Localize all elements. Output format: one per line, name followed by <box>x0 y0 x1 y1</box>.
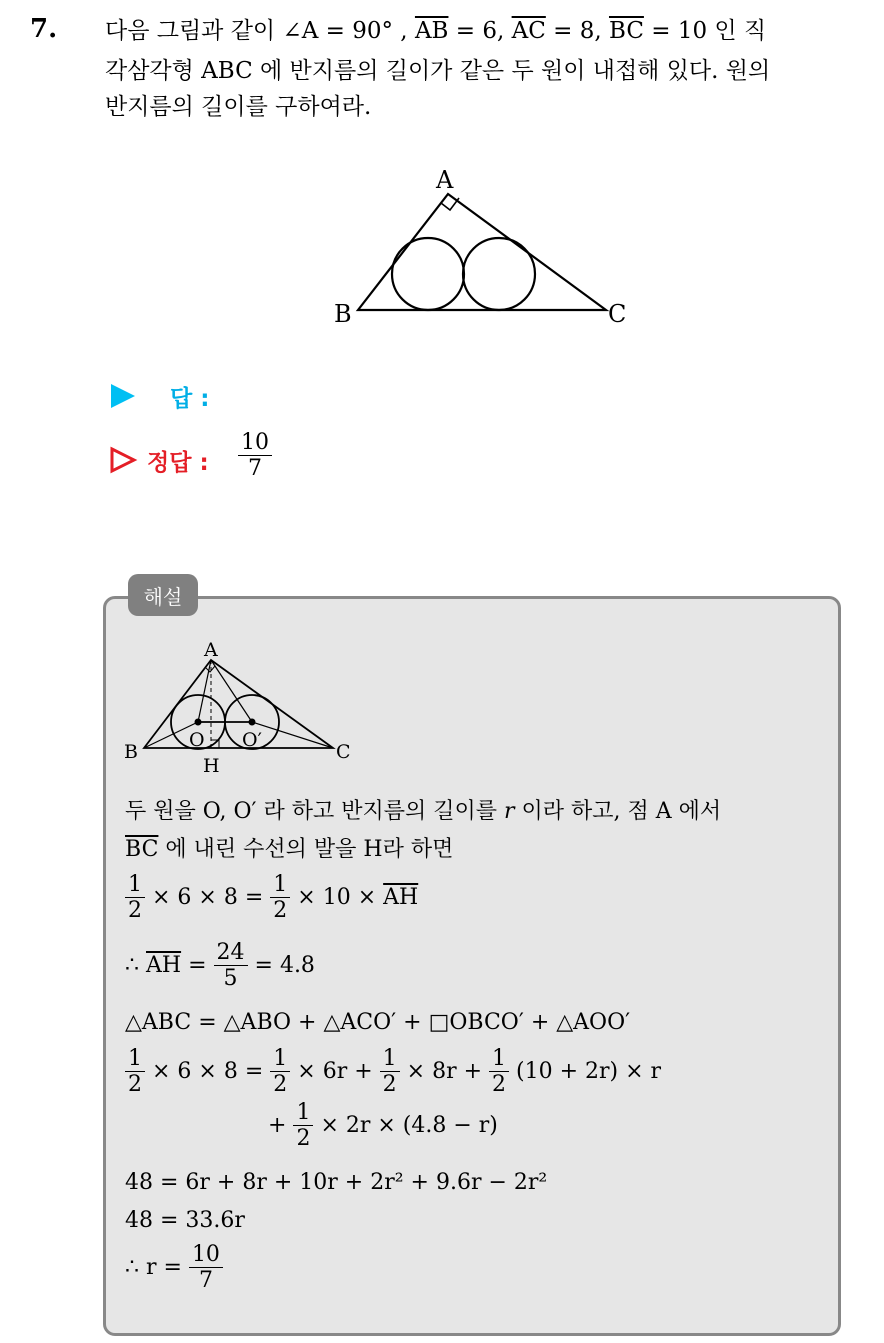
eq1-frac2-num: 1 <box>270 872 290 898</box>
solution-tab: 해설 <box>128 574 198 616</box>
sol-label-a: A <box>204 639 218 661</box>
eq4-b-num: 1 <box>270 1046 290 1072</box>
triangle-abc <box>358 194 606 310</box>
eq1-frac2-den: 2 <box>273 898 288 924</box>
sol-label-o2: O′ <box>242 729 262 751</box>
answer-play-icon <box>108 380 138 412</box>
answer-label: 답 : <box>170 386 210 412</box>
q1-text-d: = 10 인 직 <box>643 18 767 44</box>
triangle-figure <box>330 160 640 335</box>
sol-text-line-1 <box>125 794 721 825</box>
eq8-text: ∴ r = <box>125 1254 182 1280</box>
sol-point-o <box>195 719 202 726</box>
sol-label-o: O <box>189 729 205 751</box>
problem-line-2: 각삼각형 ABC 에 반지름의 길이가 같은 두 원이 내접해 있다. 원의 <box>105 58 771 84</box>
eq4-a-num: 1 <box>125 1046 145 1072</box>
eq5-den: 2 <box>296 1126 311 1152</box>
eq2-segment-ah: $\overline{AH}$ <box>146 952 182 978</box>
eq1-mid: × 6 × 8 = <box>152 884 264 910</box>
sol-eq-8 <box>125 1242 223 1294</box>
eq4-d-text: (10 + 2r) × r <box>516 1058 662 1084</box>
eq1-frac1-num: 1 <box>125 872 145 898</box>
eq2-den: 5 <box>223 966 238 992</box>
sol-segment-co2 <box>252 722 333 748</box>
eq8-den: 7 <box>198 1268 213 1294</box>
sol-label-b: B <box>124 741 138 763</box>
sol-eq-5 <box>268 1100 498 1152</box>
sol-label-c: C <box>336 741 351 763</box>
sol-eq-3: △ABC = △ABO + △ACO′ + □OBCO′ + △AOO′ <box>125 1010 631 1035</box>
eq4-d-den: 2 <box>492 1072 507 1098</box>
correct-answer-label: 정답 : <box>147 450 209 476</box>
label-b: B <box>334 300 352 328</box>
segment-ac: $\overline{AC}$ <box>511 18 546 44</box>
segment-bc: $\overline{BC}$ <box>608 18 644 44</box>
problem-number: 7. <box>30 14 58 44</box>
q1-text-a: 다음 그림과 같이 ∠A = 90° , <box>105 18 415 44</box>
sol-text1-b: 이라 하고, 점 A 에서 <box>514 799 722 824</box>
q1-text-b: = 6, <box>448 18 512 44</box>
sol-text1-a: 두 원을 O, O′ 라 하고 반지름의 길이를 <box>125 799 504 824</box>
eq4-a-text: × 6 × 8 = <box>152 1058 264 1084</box>
label-a: A <box>436 166 454 194</box>
eq4-a-den: 2 <box>128 1072 142 1098</box>
eq2-end: = 4.8 <box>254 952 315 978</box>
label-c: C <box>608 300 627 328</box>
sol-segment-bc: $\overline{BC}$ <box>125 837 159 862</box>
eq5-text: × 2r × (4.8 − r) <box>320 1112 498 1138</box>
eq4-c-text: × 8r + <box>406 1058 483 1084</box>
eq1-segment-ah: $\overline{AH}$ <box>383 884 419 910</box>
eq4-b-text: × 6r + <box>297 1058 373 1084</box>
sol-eq-4 <box>125 1046 661 1098</box>
correct-denominator: 7 <box>248 456 262 482</box>
eq4-c-num: 1 <box>380 1046 400 1072</box>
problem-line-1 <box>105 16 766 46</box>
circle-left <box>392 238 464 310</box>
eq1-end: × 10 × <box>297 884 377 910</box>
q1-text-c: = 8, <box>545 18 609 44</box>
correct-numerator: 10 <box>238 430 272 456</box>
sol-text2-rest: 에 내린 수선의 발을 H라 하면 <box>158 837 454 862</box>
sol-text1-r: r <box>504 799 515 824</box>
sol-eq-6: 48 = 6r + 8r + 10r + 2r² + 9.6r − 2r² <box>125 1170 548 1195</box>
eq4-c-den: 2 <box>382 1072 397 1098</box>
correct-answer-value <box>238 430 272 482</box>
problem-line-3: 반지름의 길이를 구하여라. <box>105 94 372 120</box>
eq5-plus: + <box>268 1112 287 1138</box>
sol-segment-ao2 <box>211 660 252 722</box>
eq2-therefore: ∴ <box>125 952 139 978</box>
eq4-b-den: 2 <box>273 1072 288 1098</box>
sol-label-h: H <box>203 755 220 777</box>
sol-eq-1 <box>125 872 418 924</box>
segment-ab: $\overline{AB}$ <box>414 18 449 44</box>
eq8-num: 10 <box>189 1242 223 1268</box>
eq4-d-num: 1 <box>489 1046 509 1072</box>
eq2-num: 24 <box>214 940 248 966</box>
eq5-num: 1 <box>293 1100 313 1126</box>
sol-eq-2 <box>125 940 315 992</box>
eq2-equals: = <box>188 952 207 978</box>
correct-outline-play-icon <box>108 444 138 476</box>
solution-figure <box>118 634 368 779</box>
eq1-frac1-den: 2 <box>128 898 142 924</box>
circle-right <box>463 238 535 310</box>
sol-point-o2 <box>249 719 256 726</box>
sol-eq-7: 48 = 33.6r <box>125 1208 245 1233</box>
sol-text-line-2 <box>125 832 453 863</box>
